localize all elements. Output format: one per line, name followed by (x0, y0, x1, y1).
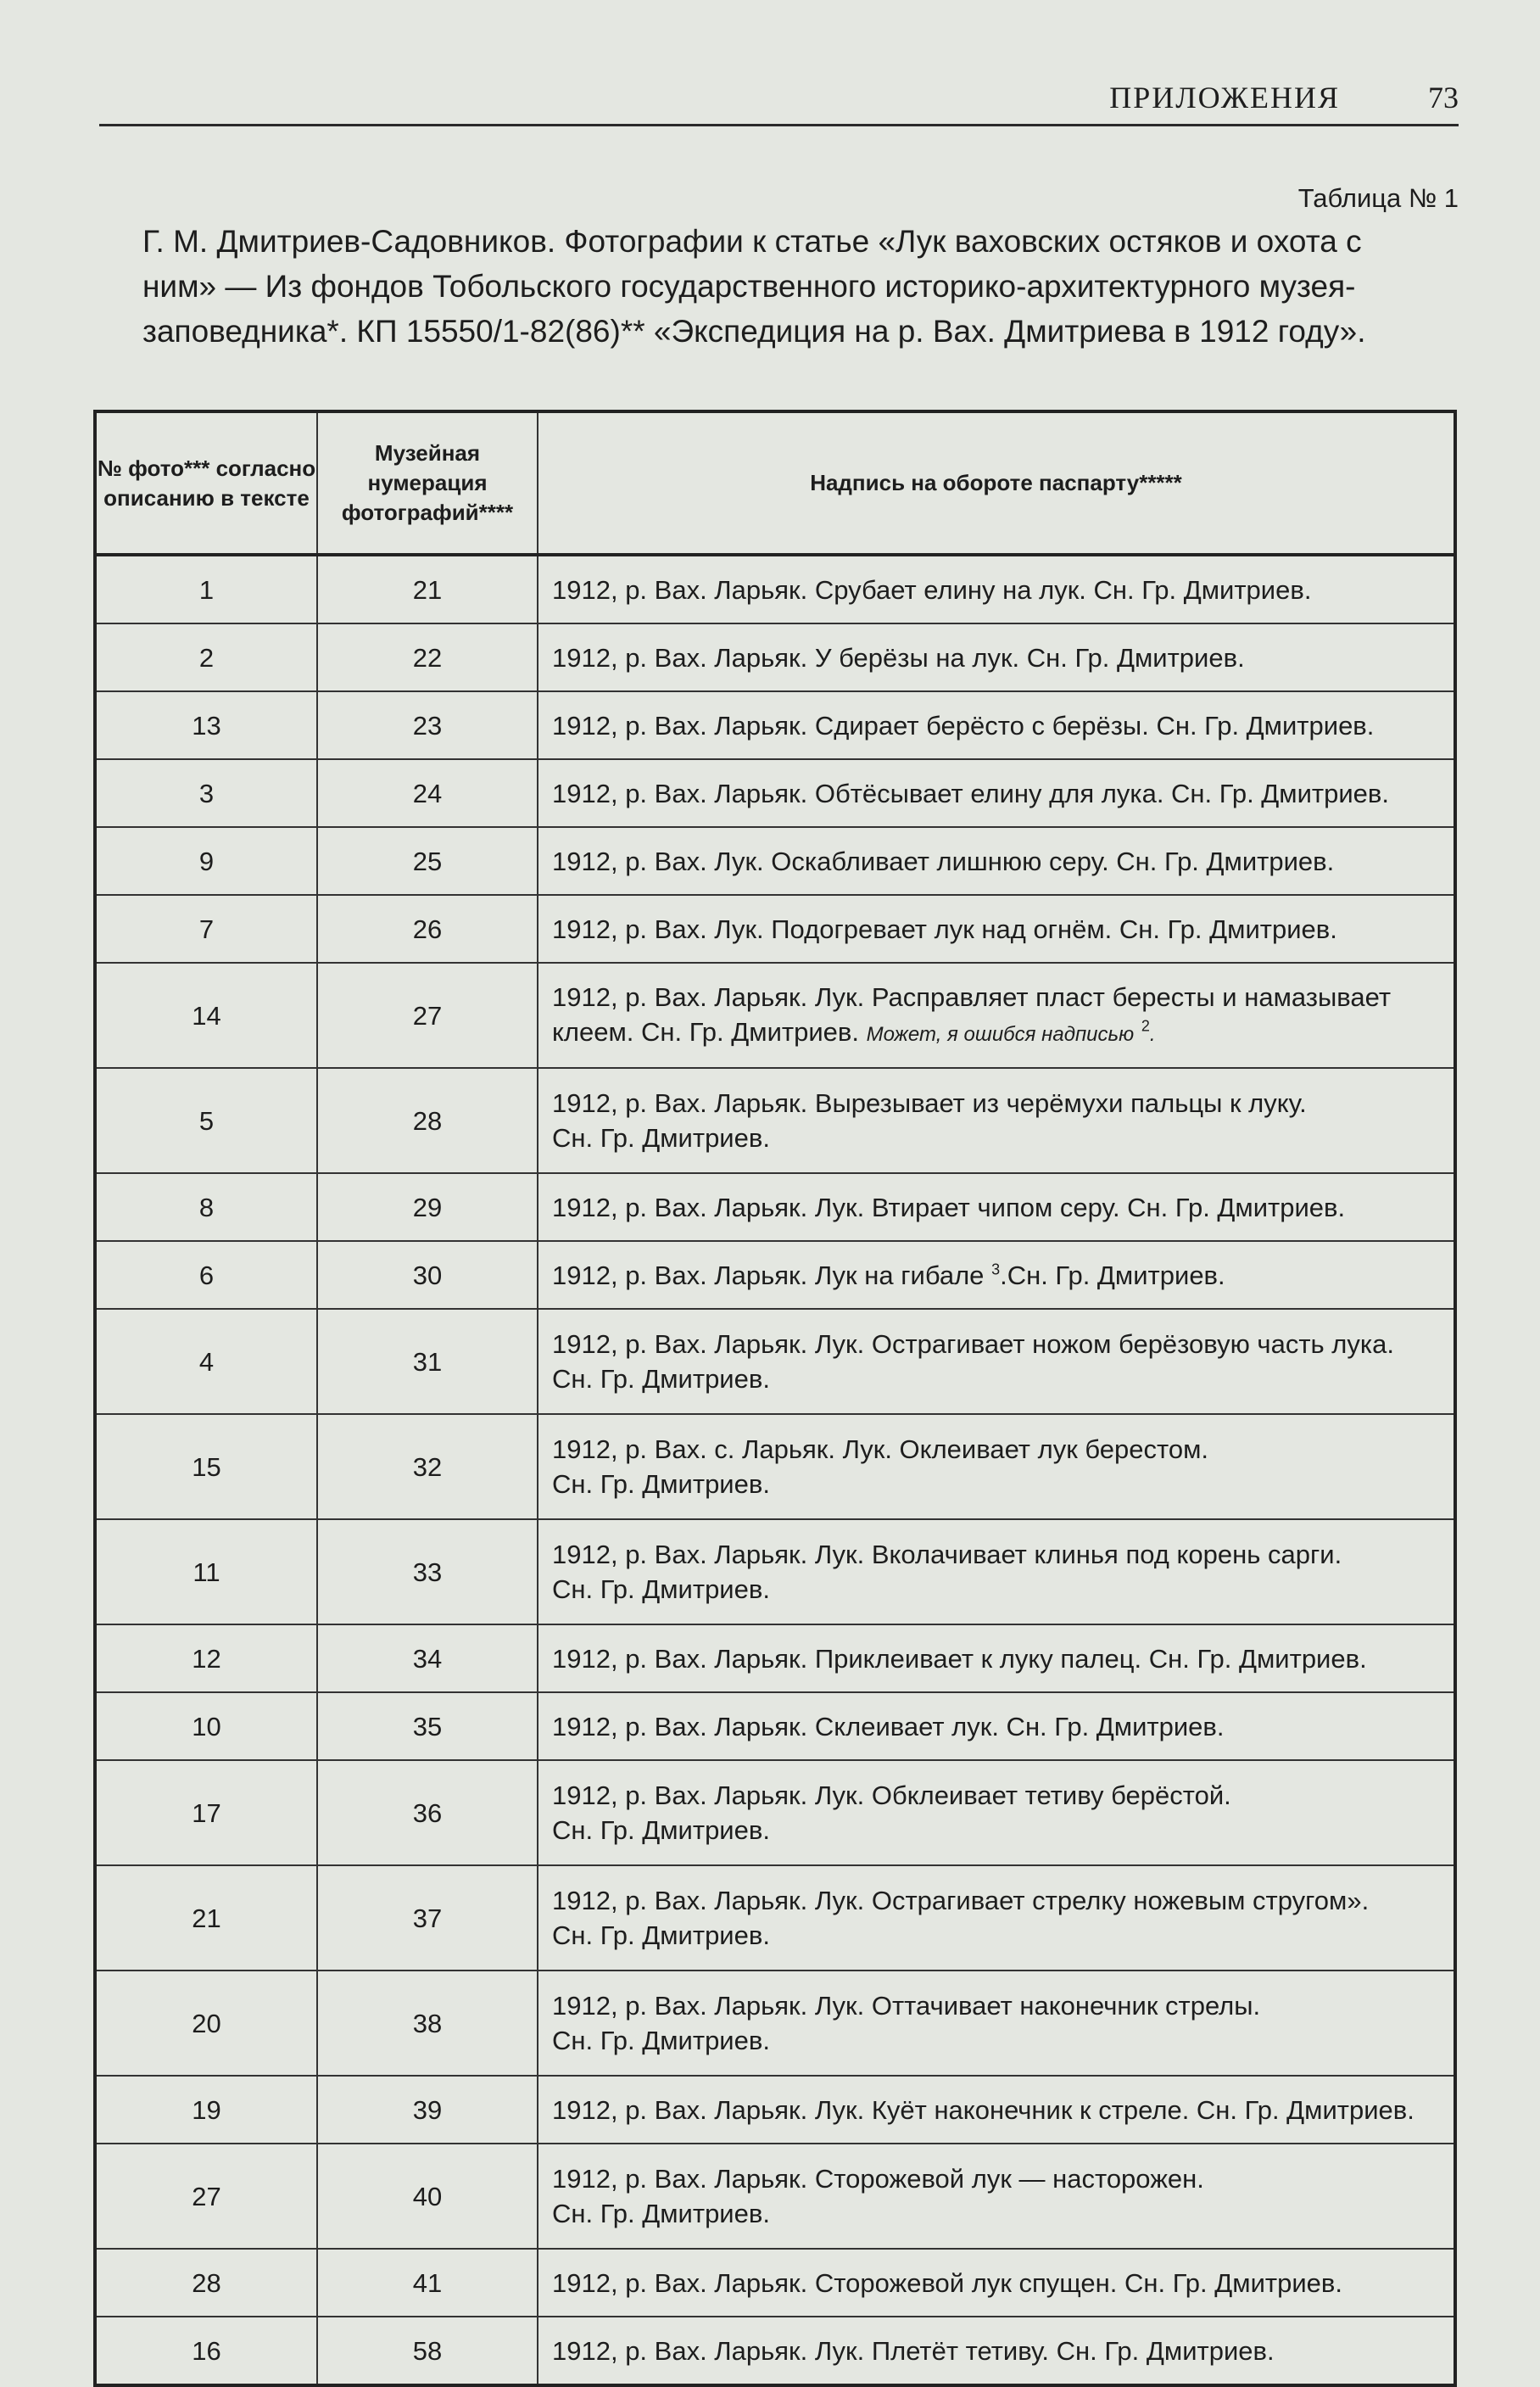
table-row (95, 2076, 1455, 2144)
cell-inscription (538, 2144, 1455, 2249)
table-row (95, 1519, 1455, 1624)
inscription-text: 1912, р. Вах. Ларьяк. Лук. Вколачивает клинья под корень сарги. (552, 1540, 1342, 1569)
cell-inscription (538, 623, 1455, 691)
cell-museum-no: 25 (317, 827, 538, 895)
table-row (95, 2317, 1455, 2385)
cell-photo-no: 16 (95, 2317, 317, 2385)
inscription-text: 1912, р. Вах. Ларьяк. Лук. Расправляет пласт бересты и намазывает (552, 981, 1392, 1012)
cell-photo-no: 13 (95, 691, 317, 759)
inscription-text: 1912, р. Вах. Ларьяк. У берёзы на лук. Сн. Гр. Дмитриев. (552, 642, 1245, 673)
column-header-inscription: Надпись на обороте паспарту***** (538, 411, 1455, 555)
cell-museum-no: 29 (317, 1173, 538, 1241)
inscription-text: 1912, р. Вах. Ларьяк. Лук. Обклеивает тетиву берёстой. (552, 1780, 1231, 1810)
cell-inscription (538, 1068, 1455, 1173)
cell-photo-no: 6 (95, 1241, 317, 1309)
cell-photo-no: 2 (95, 623, 317, 691)
cell-inscription (538, 2076, 1455, 2144)
table-row (95, 555, 1455, 623)
cell-museum-no: 41 (317, 2249, 538, 2317)
inscription-text: 1912, р. Вах. Ларьяк. Лук. Плетёт тетиву. Сн. Гр. Дмитриев. (552, 2335, 1275, 2366)
table-row (95, 963, 1455, 1068)
inscription-text: 1912, р. Вах. Ларьяк. Приклеивает к луку палец. Сн. Гр. Дмитриев. (552, 1643, 1367, 1674)
inscription-text: 1912, р. Вах. Ларьяк. Лук. Куёт наконечник к стреле. Сн. Гр. Дмитриев. (552, 2094, 1414, 2125)
cell-inscription (538, 1309, 1455, 1414)
cell-inscription (538, 1624, 1455, 1692)
inscription-text: 1912, р. Вах. Ларьяк. Обтёсывает елину для лука. Сн. Гр. Дмитриев. (552, 778, 1389, 808)
inscription-text: 1912, р. Вах. Лук. Оскабливает лишнюю серу. Сн. Гр. Дмитриев. (552, 846, 1335, 876)
cell-photo-no: 3 (95, 759, 317, 827)
table-row (95, 623, 1455, 691)
cell-inscription (538, 1414, 1455, 1519)
cell-photo-no: 11 (95, 1519, 317, 1624)
cell-inscription (538, 1971, 1455, 2076)
table-row (95, 1414, 1455, 1519)
cell-photo-no: 28 (95, 2249, 317, 2317)
table-row (95, 1971, 1455, 2076)
cell-museum-no: 40 (317, 2144, 538, 2249)
cell-museum-no: 33 (317, 1519, 538, 1624)
table-body (95, 555, 1455, 2385)
inscription-text-line2: Сн. Гр. Дмитриев. (552, 1920, 770, 1950)
inscription-text-after: .Сн. Гр. Дмитриев. (1000, 1260, 1225, 1290)
cell-inscription (538, 1241, 1455, 1309)
cell-museum-no: 38 (317, 1971, 538, 2076)
footnote-ref: 3 (991, 1261, 1001, 1278)
cell-photo-no: 20 (95, 1971, 317, 2076)
table-row (95, 759, 1455, 827)
cell-photo-no: 15 (95, 1414, 317, 1519)
cell-inscription (538, 1760, 1455, 1865)
running-head (99, 73, 1459, 126)
footnote-ref: 2 (1141, 1017, 1150, 1035)
inscription-text-line2: Сн. Гр. Дмитриев. (552, 1364, 770, 1394)
handwritten-note: Может, я ошибся надписью (866, 1022, 1135, 1046)
cell-museum-no: 37 (317, 1865, 538, 1971)
table-row (95, 1865, 1455, 1971)
cell-inscription (538, 1692, 1455, 1760)
section-title: ПРИЛОЖЕНИЯ (1109, 81, 1340, 115)
cell-photo-no: 21 (95, 1865, 317, 1971)
photo-table (93, 410, 1457, 2387)
inscription-text: 1912, р. Вах. Ларьяк. Вырезывает из черёмухи пальцы к луку. (552, 1088, 1307, 1118)
cell-inscription (538, 963, 1455, 1068)
cell-photo-no: 4 (95, 1309, 317, 1414)
table-row (95, 2249, 1455, 2317)
caption-line: ним» — Из фондов Тобольского государственного историко-архитектурного музея- (142, 269, 1356, 304)
inscription-text: 1912, р. Вах. Лук. Подогревает лук над огнём. Сн. Гр. Дмитриев. (552, 914, 1337, 944)
cell-photo-no: 9 (95, 827, 317, 895)
table-row (95, 1760, 1455, 1865)
cell-inscription (538, 2249, 1455, 2317)
table-header-row (95, 411, 1455, 555)
inscription-text: 1912, р. Вах. Ларьяк. Сдирает берёсто с берёзы. Сн. Гр. Дмитриев. (552, 710, 1375, 741)
table-row (95, 2144, 1455, 2249)
cell-museum-no: 36 (317, 1760, 538, 1865)
cell-inscription (538, 2317, 1455, 2385)
cell-museum-no: 24 (317, 759, 538, 827)
inscription-text: 1912, р. Вах. Ларьяк. Лук. Втирает чипом серу. Сн. Гр. Дмитриев. (552, 1192, 1346, 1222)
cell-museum-no: 23 (317, 691, 538, 759)
table-row (95, 1624, 1455, 1692)
inscription-text: 1912, р. Вах. Ларьяк. Сторожевой лук — насторожен. (552, 2164, 1204, 2194)
cell-museum-no: 34 (317, 1624, 538, 1692)
cell-photo-no: 12 (95, 1624, 317, 1692)
cell-inscription (538, 1519, 1455, 1624)
cell-museum-no: 28 (317, 1068, 538, 1173)
table-row (95, 1241, 1455, 1309)
cell-museum-no: 26 (317, 895, 538, 963)
inscription-text-line2: клеем. Сн. Гр. Дмитриев. (552, 1016, 859, 1047)
inscription-text-line2: Сн. Гр. Дмитриев. (552, 2199, 770, 2228)
cell-inscription (538, 759, 1455, 827)
cell-inscription (538, 691, 1455, 759)
column-header-photo-no: № фото*** согласно описанию в тексте (95, 411, 317, 555)
cell-photo-no: 8 (95, 1173, 317, 1241)
cell-museum-no: 22 (317, 623, 538, 691)
cell-inscription (538, 895, 1455, 963)
cell-photo-no: 7 (95, 895, 317, 963)
cell-photo-no: 19 (95, 2076, 317, 2144)
table-row (95, 1692, 1455, 1760)
inscription-text: 1912, р. Вах. Ларьяк. Лук. Оттачивает наконечник стрелы. (552, 1991, 1261, 2021)
note-punctuation: . (1149, 1022, 1156, 1046)
inscription-text-line2: Сн. Гр. Дмитриев. (552, 1123, 770, 1153)
cell-museum-no: 27 (317, 963, 538, 1068)
table-row (95, 691, 1455, 759)
inscription-text-line2: Сн. Гр. Дмитриев. (552, 1574, 770, 1604)
caption-line: Г. М. Дмитриев-Садовников. Фотографии к статье «Лук ваховских остяков и охота с (142, 224, 1362, 259)
cell-museum-no: 30 (317, 1241, 538, 1309)
inscription-text: 1912, р. Вах. с. Ларьяк. Лук. Оклеивает лук берестом. (552, 1434, 1209, 1464)
cell-inscription (538, 827, 1455, 895)
inscription-text: 1912, р. Вах. Ларьяк. Лук. Острагивает ножом берёзовую часть лука. (552, 1329, 1394, 1359)
caption-line: заповедника*. КП 15550/1-82(86)** «Экспедиция на р. Вах. Дмитриева в 1912 году». (142, 314, 1366, 349)
table-row (95, 1173, 1455, 1241)
cell-photo-no: 10 (95, 1692, 317, 1760)
table-caption (142, 219, 1431, 354)
inscription-text: 1912, р. Вах. Ларьяк. Сторожевой лук спущен. Сн. Гр. Дмитриев. (552, 2267, 1342, 2298)
cell-museum-no: 58 (317, 2317, 538, 2385)
cell-photo-no: 14 (95, 963, 317, 1068)
column-header-museum-no: Музейная нумерация фотографий**** (317, 411, 538, 555)
table-row (95, 895, 1455, 963)
inscription-text: 1912, р. Вах. Ларьяк. Лук на гибале (552, 1260, 985, 1290)
page-number: 73 (1428, 81, 1459, 115)
cell-photo-no: 1 (95, 555, 317, 623)
table-row (95, 1068, 1455, 1173)
inscription-text-line2: Сн. Гр. Дмитриев. (552, 2026, 770, 2055)
cell-museum-no: 35 (317, 1692, 538, 1760)
cell-inscription (538, 1173, 1455, 1241)
inscription-text-line2: Сн. Гр. Дмитриев. (552, 1469, 770, 1499)
cell-inscription (538, 555, 1455, 623)
cell-inscription (538, 1865, 1455, 1971)
inscription-text: 1912, р. Вах. Ларьяк. Срубает елину на лук. Сн. Гр. Дмитриев. (552, 574, 1312, 605)
inscription-text-line2: Сн. Гр. Дмитриев. (552, 1815, 770, 1845)
table-row (95, 1309, 1455, 1414)
cell-photo-no: 5 (95, 1068, 317, 1173)
cell-photo-no: 27 (95, 2144, 317, 2249)
table-row (95, 827, 1455, 895)
inscription-text: 1912, р. Вах. Ларьяк. Склеивает лук. Сн. Гр. Дмитриев. (552, 1711, 1225, 1741)
cell-museum-no: 39 (317, 2076, 538, 2144)
inscription-text: 1912, р. Вах. Ларьяк. Лук. Острагивает стрелку ножевым стругом». (552, 1886, 1370, 1915)
cell-museum-no: 21 (317, 555, 538, 623)
cell-museum-no: 32 (317, 1414, 538, 1519)
table-label: Таблица № 1 (1297, 183, 1459, 213)
cell-museum-no: 31 (317, 1309, 538, 1414)
cell-photo-no: 17 (95, 1760, 317, 1865)
